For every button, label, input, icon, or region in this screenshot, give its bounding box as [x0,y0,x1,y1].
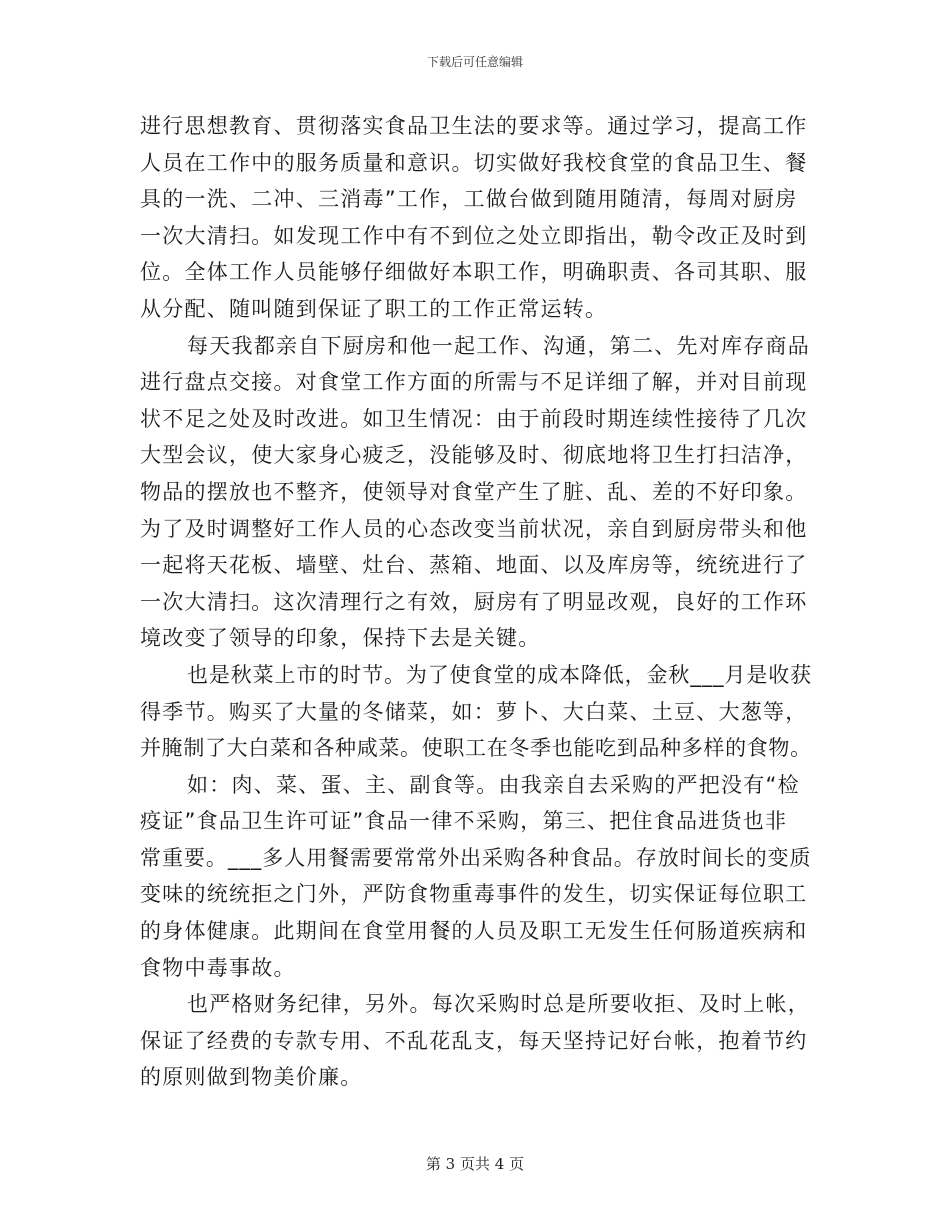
text-line: 食物中毒事故。 [140,955,296,980]
text-line: 的身体健康。此期间在食堂用餐的人员及职工无发生任何肠道疾病和 [140,919,808,944]
document-body [140,108,810,1096]
paragraph [140,657,810,767]
text-line: 一次大清扫。这次清理行之有效，厨房有了明显改观，良好的工作环 [140,589,808,614]
text-line: 保证了经费的专款专用、不乱花乱支，每天坚持记好台帐，抱着节约 [140,1028,808,1053]
text-line: 位。全体工作人员能够仔细做好本职工作，明确职责、各司其职、服 [140,260,808,285]
text-line: 常重要。___多人用餐需要常常外出采购各种食品。存放时间长的变质 [140,845,812,870]
text-line: 如：肉、菜、蛋、主、副食等。由我亲自去采购的严把没有“检 [187,772,800,797]
text-line: 也是秋菜上市的时节。为了使食堂的成本降低，金秋___月是收获 [187,662,812,687]
page-number-footer: 第 3 页共 4 页 [425,1155,525,1173]
text-line: 大型会议，使大家身心疲乏，没能够及时、彻底地将卫生打扫洁净， [140,443,808,468]
text-line: 的原则做到物美价廉。 [140,1065,363,1090]
text-line: 一起将天花板、墙壁、灶台、蒸箱、地面、以及库房等，统统进行了 [140,553,808,578]
paragraph [140,328,810,657]
text-line: 疫证”食品卫生许可证”食品一律不采购，第三、把住食品进货也非 [140,809,788,834]
text-line: 变味的统统拒之门外，严防食物重毒事件的发生，切实保证每位职工 [140,882,808,907]
text-line: 从分配、随叫随到保证了职工的工作正常运转。 [140,296,608,321]
text-line: 境改变了领导的印象，保持下去是关键。 [140,626,541,651]
text-line: 状不足之处及时改进。如卫生情况：由于前段时期连续性接待了几次 [140,406,808,431]
page-header: 下载后可任意编辑 [426,55,523,69]
text-line: 为了及时调整好工作人员的心态改变当前状况，亲自到厨房带头和他 [140,516,808,541]
text-line: 一次大清扫。如发现工作中有不到位之处立即指出，勒令改正及时到 [140,223,808,248]
text-line: 物品的摆放也不整齐，使领导对食堂产生了脏、乱、差的不好印象。 [140,479,808,504]
paragraph [140,108,810,328]
paragraph [140,767,810,987]
text-line: 具的一洗、二冲、三消毒”工作，工做台做到随用随清，每周对厨房 [140,187,798,212]
text-line: 每天我都亲自下厨房和他一起工作、沟通，第二、先对库存商品 [187,333,810,358]
text-line: 并腌制了大白菜和各种咸菜。使职工在冬季也能吃到品种多样的食物。 [140,736,812,761]
text-line: 得季节。购买了大量的冬储菜，如：萝卜、大白菜、土豆、大葱等， [140,699,808,724]
text-line: 也严格财务纪律，另外。每次采购时总是所要收拒、及时上帐， [187,992,810,1017]
paragraph [140,986,810,1096]
text-line: 人员在工作中的服务质量和意识。切实做好我校食堂的食品卫生、餐 [140,150,808,175]
text-line: 进行盘点交接。对食堂工作方面的所需与不足详细了解，并对目前现 [140,370,808,395]
text-line: 进行思想教育、贯彻落实食品卫生法的要求等。通过学习，提高工作 [140,114,808,138]
